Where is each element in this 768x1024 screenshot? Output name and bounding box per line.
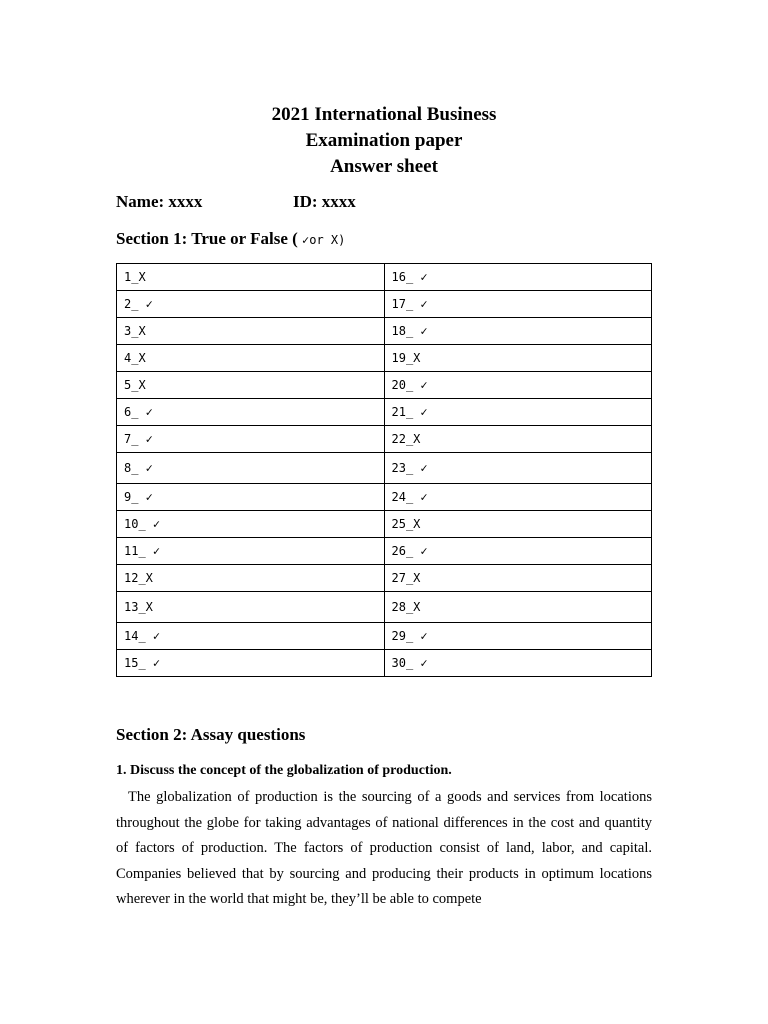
answer-cell: 4_X [117, 345, 385, 372]
answer-table [116, 263, 652, 677]
id-field: ID: xxxx [293, 192, 356, 211]
answer-cell: 5_X [117, 372, 385, 399]
answer-cell: 7_ ✓ [117, 426, 385, 453]
table-row [117, 453, 652, 484]
answer-paragraph: The globalization of production is the sourcing of a goods and services from locations throughout the globe for taking advantages of national differences in the cost and quantity of factors of production. The factors of production consist of land, labor, and capital. Companies believed that by sourcing and producing their products in optimum locations wherever in the world that might be, they’ll be able to compete [116, 789, 652, 908]
answer-cell: 18_ ✓ [384, 318, 652, 345]
title-line-2: Examination paper [305, 130, 463, 151]
answer-cell: 1_X [117, 264, 385, 291]
table-row [117, 592, 652, 623]
table-row [117, 291, 652, 318]
table-row [117, 372, 652, 399]
question-1: 1. Discuss the concept of the globalization of production. [116, 763, 452, 778]
title-line-3: Answer sheet [330, 156, 438, 177]
answer-cell: 3_X [117, 318, 385, 345]
table-row [117, 264, 652, 291]
answer-cell: 16_ ✓ [384, 264, 652, 291]
answer-cell: 24_ ✓ [384, 484, 652, 511]
answer-cell: 13_X [117, 592, 385, 623]
table-row [117, 399, 652, 426]
answer-cell: 15_ ✓ [117, 650, 385, 677]
answer-cell: 30_ ✓ [384, 650, 652, 677]
answer-cell: 12_X [117, 565, 385, 592]
answer-cell: 11_ ✓ [117, 538, 385, 565]
answer-cell: 22_X [384, 426, 652, 453]
table-row [117, 623, 652, 650]
answer-cell: 20_ ✓ [384, 372, 652, 399]
table-row [117, 511, 652, 538]
table-row [117, 345, 652, 372]
document-title [0, 102, 768, 180]
table-row [117, 565, 652, 592]
table-row [117, 484, 652, 511]
section1-title: Section 1: True or False ( [116, 229, 298, 248]
answer-cell: 8_ ✓ [117, 453, 385, 484]
student-info [116, 192, 356, 212]
answer-cell: 25_X [384, 511, 652, 538]
table-row [117, 650, 652, 677]
section1-heading [116, 229, 345, 249]
name-field: Name: xxxx [116, 192, 203, 211]
answer-cell: 9_ ✓ [117, 484, 385, 511]
section2-heading: Section 2: Assay questions [116, 725, 306, 744]
title-line-1: 2021 International Business [271, 104, 497, 125]
answer-cell: 26_ ✓ [384, 538, 652, 565]
answer-cell: 6_ ✓ [117, 399, 385, 426]
answer-cell: 10_ ✓ [117, 511, 385, 538]
table-row [117, 426, 652, 453]
section1-symbols: ✓or X) [302, 233, 346, 247]
table-row [117, 318, 652, 345]
answer-cell: 28_X [384, 592, 652, 623]
answer-cell: 27_X [384, 565, 652, 592]
answer-cell: 17_ ✓ [384, 291, 652, 318]
answer-cell: 23_ ✓ [384, 453, 652, 484]
answer-cell: 14_ ✓ [117, 623, 385, 650]
answer-cell: 2_ ✓ [117, 291, 385, 318]
answer-cell: 19_X [384, 345, 652, 372]
table-row [117, 538, 652, 565]
answer-cell: 21_ ✓ [384, 399, 652, 426]
answer-cell: 29_ ✓ [384, 623, 652, 650]
